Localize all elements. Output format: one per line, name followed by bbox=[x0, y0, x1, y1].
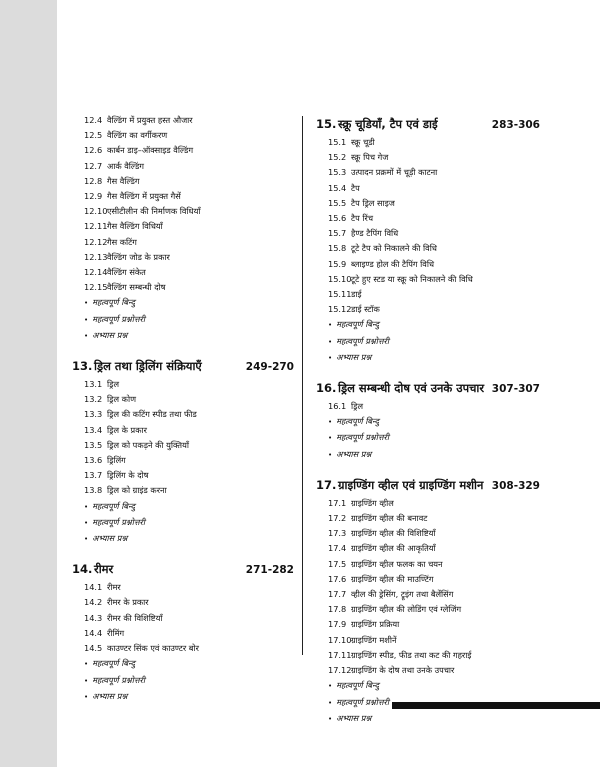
toc-item-number: 12.15 bbox=[84, 282, 108, 293]
section-title: ड्रिल तथा ड्रिलिंग संक्रियाएँ bbox=[94, 359, 202, 374]
toc-item[interactable] bbox=[84, 392, 294, 407]
toc-item-title: उत्पादन प्रक्रमों में चूड़ी काटना bbox=[351, 167, 438, 178]
toc-item-title: ड्रिल को ग्राइंड करना bbox=[107, 485, 167, 496]
toc-item[interactable] bbox=[328, 211, 540, 226]
toc-item-number: 12.11 bbox=[84, 221, 108, 232]
toc-item[interactable] bbox=[328, 150, 540, 165]
toc-item-title: टैप रिंच bbox=[351, 213, 374, 224]
toc-note-item[interactable]: • अभ्यास प्रश्न bbox=[84, 689, 294, 705]
toc-section-13 bbox=[72, 358, 294, 547]
toc-item[interactable] bbox=[328, 165, 540, 180]
toc-note-item[interactable]: • महत्वपूर्ण बिन्दु bbox=[328, 678, 540, 694]
section-title: स्क्रू चूडियाँ, टैप एवं डाई bbox=[338, 117, 438, 131]
toc-note-item[interactable]: • महत्वपूर्ण प्रश्नोत्तरी bbox=[84, 673, 294, 689]
toc-note-item[interactable]: • अभ्यास प्रश्न bbox=[328, 711, 540, 727]
section-number: 15. bbox=[316, 117, 337, 131]
toc-item-title: ड्रिल bbox=[107, 379, 120, 390]
toc-item-number: 14.2 bbox=[84, 597, 103, 608]
section-number: 17. bbox=[316, 477, 337, 492]
toc-notes-12 bbox=[72, 295, 294, 344]
toc-item-number: 17.8 bbox=[328, 604, 347, 615]
toc-note-item[interactable]: • अभ्यास प्रश्न bbox=[84, 328, 294, 344]
toc-item-title: रीमर के प्रकार bbox=[107, 597, 149, 608]
toc-note-item[interactable]: • महत्वपूर्ण बिन्दु bbox=[84, 295, 294, 311]
section-heading[interactable] bbox=[72, 358, 294, 375]
toc-item-title: वैल्डिंग में प्रयुक्त हस्त औजार bbox=[107, 115, 193, 125]
toc-note-item[interactable]: • अभ्यास प्रश्न bbox=[328, 350, 540, 366]
toc-item-title: रीमिंग bbox=[107, 627, 125, 638]
toc-item[interactable] bbox=[84, 453, 294, 468]
toc-item[interactable] bbox=[84, 189, 294, 204]
toc-note-item[interactable]: • महत्वपूर्ण बिन्दु bbox=[328, 414, 540, 430]
toc-item-title: ग्राइण्डिंग स्पीड, फीड तथा कट की गहराई bbox=[351, 649, 472, 660]
toc-item[interactable] bbox=[328, 648, 540, 663]
toc-item-number: 15.10 bbox=[328, 273, 352, 284]
toc-item-number: 15.3 bbox=[328, 167, 347, 178]
toc-item-title: व्हील की ड्रेसिंग, ट्रूइंग तथा बैलेंसिंग bbox=[351, 589, 454, 600]
toc-section-12-continued bbox=[72, 113, 294, 344]
toc-item-number: 14.4 bbox=[84, 627, 103, 638]
toc-item[interactable] bbox=[328, 663, 540, 678]
toc-item-number: 12.12 bbox=[84, 236, 108, 247]
section-page-range: 271-282 bbox=[245, 564, 294, 577]
toc-item-title: वैल्डिंग संकेत bbox=[107, 267, 146, 278]
toc-item-title: ड्रिल bbox=[351, 401, 364, 412]
toc-item-title: ग्राइण्डिंग व्हील bbox=[351, 497, 394, 508]
toc-item[interactable] bbox=[328, 557, 540, 572]
toc-item-title: रीमर की विशिष्टियाँ bbox=[107, 612, 163, 623]
toc-item-number: 15.7 bbox=[328, 228, 347, 239]
toc-item-number: 12.5 bbox=[84, 130, 103, 141]
toc-item[interactable] bbox=[328, 181, 540, 196]
toc-note-item[interactable]: • महत्वपूर्ण बिन्दु bbox=[328, 317, 540, 333]
section-page-range: 308-329 bbox=[491, 479, 540, 492]
toc-item-number: 12.13 bbox=[84, 251, 108, 262]
toc-item[interactable] bbox=[84, 143, 294, 158]
toc-items-12 bbox=[72, 113, 294, 295]
section-number: 14. bbox=[72, 562, 93, 577]
toc-item[interactable] bbox=[84, 204, 294, 219]
toc-item[interactable] bbox=[328, 135, 540, 150]
toc-item[interactable] bbox=[84, 580, 294, 595]
toc-item[interactable] bbox=[328, 633, 540, 648]
toc-item[interactable] bbox=[84, 235, 294, 250]
toc-item[interactable] bbox=[328, 399, 540, 414]
toc-section-17 bbox=[316, 477, 540, 727]
toc-item-number: 12.14 bbox=[84, 267, 108, 278]
toc-item[interactable] bbox=[84, 611, 294, 626]
toc-item-number: 15.9 bbox=[328, 258, 347, 269]
toc-item[interactable] bbox=[84, 265, 294, 280]
toc-right-column bbox=[316, 116, 540, 738]
section-heading[interactable] bbox=[72, 561, 294, 578]
section-page-range: 249-270 bbox=[245, 361, 294, 374]
toc-item-number: 15.11 bbox=[328, 289, 352, 300]
toc-item[interactable] bbox=[328, 617, 540, 632]
toc-item[interactable] bbox=[84, 641, 294, 656]
toc-item-number: 12.8 bbox=[84, 175, 103, 186]
section-heading[interactable] bbox=[316, 380, 540, 397]
toc-section-16 bbox=[316, 380, 540, 463]
toc-item-title: ब्लाइण्ड होल की टैपिंग विधि bbox=[351, 258, 434, 269]
toc-item-title: ड्रिल को पकड़ने की युक्तियाँ bbox=[107, 439, 189, 450]
toc-item-title: हैण्ड टैपिंग विधि bbox=[351, 228, 399, 239]
section-number: 16. bbox=[316, 381, 337, 396]
toc-item-number: 14.1 bbox=[84, 582, 103, 593]
toc-item-number: 12.7 bbox=[84, 160, 103, 171]
toc-item-title: ग्राइण्डिंग व्हील की आकृतियाँ bbox=[351, 543, 436, 554]
toc-item-number: 14.5 bbox=[84, 643, 103, 654]
toc-item[interactable] bbox=[328, 511, 540, 526]
toc-item-number: 12.9 bbox=[84, 191, 103, 202]
toc-item-title: गैस कटिंग bbox=[107, 236, 137, 247]
toc-item-number: 17.5 bbox=[328, 558, 347, 569]
toc-item-title: ग्राइण्डिंग मशीनें bbox=[351, 634, 397, 645]
toc-item-number: 14.3 bbox=[84, 612, 103, 623]
toc-item[interactable] bbox=[328, 541, 540, 556]
toc-notes-15 bbox=[316, 317, 540, 366]
toc-item-title: काउण्टर सिंक एवं काउण्टर बोर bbox=[107, 643, 199, 654]
toc-item-number: 17.10 bbox=[328, 634, 352, 645]
section-title: ग्राइण्डिंग व्हील एवं ग्राइण्डिंग मशीन bbox=[338, 477, 484, 492]
toc-item-number: 15.6 bbox=[328, 213, 347, 224]
toc-note-item[interactable]: • महत्वपूर्ण प्रश्नोत्तरी bbox=[328, 695, 540, 711]
toc-note-item[interactable]: • महत्वपूर्ण प्रश्नोत्तरी bbox=[84, 312, 294, 328]
toc-item-number: 17.3 bbox=[328, 528, 347, 539]
toc-item-number: 13.4 bbox=[84, 424, 103, 435]
toc-item[interactable] bbox=[84, 159, 294, 174]
toc-item[interactable] bbox=[84, 438, 294, 453]
toc-item-number: 13.2 bbox=[84, 394, 103, 405]
toc-notes-13 bbox=[72, 499, 294, 548]
toc-item-title: ग्राइण्डिंग प्रक्रिया bbox=[351, 619, 400, 630]
toc-item[interactable] bbox=[84, 219, 294, 234]
toc-item[interactable] bbox=[84, 174, 294, 189]
toc-item[interactable] bbox=[328, 196, 540, 211]
section-page-range: 307-307 bbox=[491, 383, 540, 396]
toc-item-title: गैस वैल्डिंग विधियाँ bbox=[107, 221, 163, 232]
toc-item-number: 15.5 bbox=[328, 197, 347, 208]
toc-item-number: 12.10 bbox=[84, 206, 108, 217]
toc-item-title: वैल्डिंग का वर्गीकरण bbox=[107, 130, 168, 141]
toc-item[interactable] bbox=[328, 602, 540, 617]
toc-item-title: कार्बन डाइ–ऑक्साइड वैल्डिंग bbox=[107, 145, 194, 156]
toc-note-item[interactable]: • अभ्यास प्रश्न bbox=[84, 531, 294, 547]
toc-notes-16 bbox=[316, 414, 540, 463]
toc-item-number: 13.3 bbox=[84, 409, 103, 420]
toc-item-number: 15.12 bbox=[328, 304, 352, 315]
toc-item-title: ग्राइण्डिंग व्हील की बनावट bbox=[351, 513, 428, 524]
toc-item-number: 17.2 bbox=[328, 513, 347, 524]
toc-items-14 bbox=[72, 580, 294, 656]
section-number: 13. bbox=[72, 359, 93, 374]
toc-item-number: 17.7 bbox=[328, 589, 347, 600]
toc-item-number: 16.1 bbox=[328, 401, 347, 412]
toc-item[interactable] bbox=[328, 496, 540, 511]
toc-item-title: वैल्डिंग जोड के प्रकार bbox=[107, 251, 170, 262]
toc-item-number: 17.6 bbox=[328, 573, 347, 584]
section-heading[interactable] bbox=[316, 116, 540, 133]
toc-item-title: गैस वैल्डिंग में प्रयुक्त गैसें bbox=[107, 191, 181, 202]
toc-item[interactable] bbox=[84, 407, 294, 422]
toc-item-title: रीमर bbox=[107, 582, 121, 593]
toc-item[interactable] bbox=[84, 483, 294, 498]
toc-item-title: ग्राइण्डिंग व्हील की लोडिंग एवं ग्लेजिंग bbox=[351, 604, 462, 615]
toc-item-number: 17.4 bbox=[328, 543, 347, 554]
toc-item[interactable] bbox=[328, 287, 540, 302]
toc-item-number: 12.4 bbox=[84, 115, 103, 125]
toc-item[interactable] bbox=[328, 572, 540, 587]
toc-item-title: वैल्डिंग सम्बन्धी दोष bbox=[107, 282, 166, 293]
toc-item[interactable] bbox=[84, 423, 294, 438]
toc-item-title: स्क्रू पिच गेज bbox=[351, 152, 389, 163]
toc-item[interactable] bbox=[84, 113, 294, 128]
toc-item-title: ड्रिल की कटिंग स्पीड तथा फीड bbox=[107, 409, 197, 420]
toc-item-title: ग्राइण्डिंग व्हील फलक का चयन bbox=[351, 558, 443, 569]
toc-item-title: ग्राइण्डिंग व्हील की माउण्टिंग bbox=[351, 573, 434, 584]
toc-note-item[interactable]: • महत्वपूर्ण प्रश्नोत्तरी bbox=[328, 430, 540, 446]
toc-item-number: 15.4 bbox=[328, 182, 347, 193]
toc-item[interactable] bbox=[328, 226, 540, 241]
toc-item-number: 17.1 bbox=[328, 497, 347, 508]
toc-item-number: 13.8 bbox=[84, 485, 103, 496]
section-page-range: 283-306 bbox=[491, 119, 540, 131]
toc-items-17 bbox=[316, 496, 540, 678]
toc-note-item[interactable]: • महत्वपूर्ण प्रश्नोत्तरी bbox=[84, 515, 294, 531]
toc-item-title: ड्रिल के प्रकार bbox=[107, 424, 147, 435]
toc-note-item[interactable]: • महत्वपूर्ण बिन्दु bbox=[84, 499, 294, 515]
toc-items-15 bbox=[316, 135, 540, 317]
toc-note-item[interactable]: • महत्वपूर्ण बिन्दु bbox=[84, 656, 294, 672]
toc-item-number: 17.11 bbox=[328, 649, 352, 660]
toc-item[interactable] bbox=[84, 595, 294, 610]
toc-notes-14 bbox=[72, 656, 294, 705]
toc-item-number: 17.12 bbox=[328, 665, 352, 676]
toc-item-title: टैप bbox=[351, 182, 360, 193]
toc-item-title: गैस वैल्डिंग bbox=[107, 175, 140, 186]
toc-item[interactable] bbox=[84, 626, 294, 641]
toc-item-title: आर्क वैल्डिंग bbox=[107, 160, 145, 171]
toc-item-number: 13.6 bbox=[84, 455, 103, 466]
toc-item-number: 15.8 bbox=[328, 243, 347, 254]
toc-items-16 bbox=[316, 399, 540, 414]
toc-item-number: 13.1 bbox=[84, 379, 103, 390]
toc-item[interactable] bbox=[84, 128, 294, 143]
toc-item-title: स्क्रू चूडी bbox=[351, 137, 375, 147]
toc-items-13 bbox=[72, 377, 294, 499]
toc-item-number: 17.9 bbox=[328, 619, 347, 630]
toc-item[interactable] bbox=[328, 272, 540, 287]
section-heading[interactable] bbox=[316, 477, 540, 494]
page-gutter bbox=[0, 0, 57, 767]
section-title: ड्रिल सम्बन्धी दोष एवं उनके उपचार bbox=[338, 381, 485, 396]
toc-item[interactable] bbox=[84, 468, 294, 483]
toc-section-15 bbox=[316, 116, 540, 366]
toc-note-item[interactable]: • अभ्यास प्रश्न bbox=[328, 447, 540, 463]
toc-item-title: टैप ड्रिल साइज bbox=[351, 197, 395, 208]
toc-item[interactable] bbox=[328, 241, 540, 256]
toc-section-14 bbox=[72, 561, 294, 705]
toc-item-number: 13.5 bbox=[84, 439, 103, 450]
toc-item-number: 12.6 bbox=[84, 145, 103, 156]
column-divider bbox=[302, 116, 303, 655]
toc-item-title: ड्रिलिंग के दोष bbox=[107, 470, 149, 481]
toc-item[interactable] bbox=[328, 257, 540, 272]
toc-note-item[interactable]: • महत्वपूर्ण प्रश्नोत्तरी bbox=[328, 334, 540, 350]
toc-item-number: 15.1 bbox=[328, 137, 347, 147]
toc-item-number: 15.2 bbox=[328, 152, 347, 163]
toc-item-title: डाई स्टॉक bbox=[351, 304, 380, 315]
toc-item[interactable] bbox=[328, 587, 540, 602]
toc-item-title: ड्रिल कोण bbox=[107, 394, 136, 405]
toc-item-title: एसीटीलीन की निर्माणक विधियाँ bbox=[107, 206, 201, 217]
section-title: रीमर bbox=[94, 562, 114, 577]
toc-item-number: 13.7 bbox=[84, 470, 103, 481]
toc-item-title: ग्राइण्डिंग व्हील की विशिष्टियाँ bbox=[351, 528, 436, 539]
toc-notes-17 bbox=[316, 678, 540, 727]
toc-item-title: टूटे टैप को निकालने की विधि bbox=[351, 243, 437, 254]
toc-item[interactable] bbox=[84, 250, 294, 265]
toc-left-column bbox=[72, 113, 294, 716]
toc-item[interactable] bbox=[84, 377, 294, 392]
toc-item-title: डाई bbox=[351, 289, 362, 300]
toc-item[interactable] bbox=[84, 280, 294, 295]
toc-item-title: ड्रिलिंग bbox=[107, 455, 126, 466]
toc-item-title: टूटे हुए स्टड या स्क्रू को निकालने की विधि bbox=[351, 273, 473, 284]
toc-item-title: ग्राइण्डिंग के दोष तथा उनके उपचार bbox=[351, 665, 455, 676]
toc-item[interactable] bbox=[328, 302, 540, 317]
toc-item[interactable] bbox=[328, 526, 540, 541]
